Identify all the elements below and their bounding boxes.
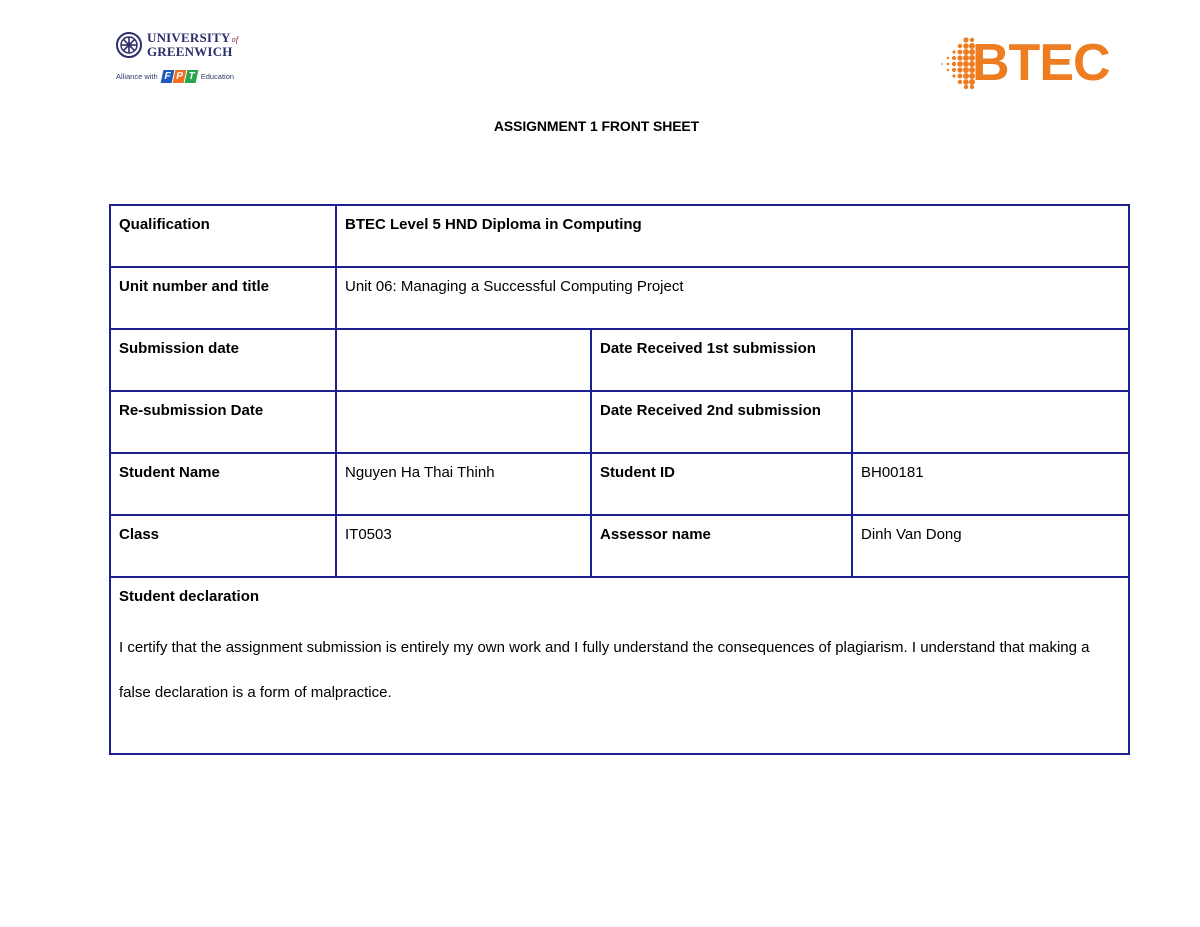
resubmission-date-value xyxy=(336,391,591,453)
row-unit xyxy=(110,267,1129,329)
assessor-value: Dinh Van Dong xyxy=(852,515,1129,577)
class-value: IT0503 xyxy=(336,515,591,577)
fpt-logo xyxy=(162,70,197,83)
qualification-label: Qualification xyxy=(110,205,336,267)
declaration-label: Student declaration xyxy=(119,588,260,605)
student-name-label: Student Name xyxy=(110,453,336,515)
row-student xyxy=(110,453,1129,515)
btec-wordmark: BTEC xyxy=(972,34,1110,92)
alliance-prefix: Alliance with xyxy=(116,72,158,81)
uog-line1: UNIVERSITY xyxy=(147,30,231,45)
fpt-letter-p: P xyxy=(172,70,186,83)
class-label: Class xyxy=(110,515,336,577)
page-title: ASSIGNMENT 1 FRONT SHEET xyxy=(493,118,700,134)
student-id-value: BH00181 xyxy=(852,453,1129,515)
student-id-label: Student ID xyxy=(591,453,852,515)
uog-logo-top xyxy=(116,32,256,58)
btec-logo xyxy=(936,34,1122,92)
date-received-1st-label: Date Received 1st submission xyxy=(591,329,852,391)
fpt-letter-t: T xyxy=(184,70,198,83)
submission-date-value xyxy=(336,329,591,391)
student-name-value: Nguyen Ha Thai Thinh xyxy=(336,453,591,515)
resubmission-date-label: Re-submission Date xyxy=(110,391,336,453)
alliance-suffix: Education xyxy=(200,72,235,81)
unit-label: Unit number and title xyxy=(110,267,336,329)
date-received-2nd-label: Date Received 2nd submission xyxy=(591,391,852,453)
fpt-letter-f: F xyxy=(160,70,174,83)
row-class xyxy=(110,515,1129,577)
row-resubmission xyxy=(110,391,1129,453)
front-sheet-table xyxy=(109,204,1130,755)
date-received-2nd-value xyxy=(852,391,1129,453)
row-submission xyxy=(110,329,1129,391)
fpt-alliance xyxy=(116,70,256,83)
declaration-cell xyxy=(110,577,1129,754)
row-declaration xyxy=(110,577,1129,754)
uog-wordmark xyxy=(147,32,238,58)
btec-dots-icon xyxy=(936,36,976,90)
date-received-1st-value xyxy=(852,329,1129,391)
unit-value: Unit 06: Managing a Successful Computing Project xyxy=(336,267,1129,329)
university-of-greenwich-logo xyxy=(116,32,256,94)
submission-date-label: Submission date xyxy=(110,329,336,391)
uog-of: of xyxy=(231,35,239,44)
qualification-value: BTEC Level 5 HND Diploma in Computing xyxy=(336,205,1129,267)
assessor-label: Assessor name xyxy=(591,515,852,577)
row-qualification xyxy=(110,205,1129,267)
crest-icon xyxy=(116,32,142,58)
uog-line2: GREENWICH xyxy=(147,44,233,59)
declaration-text: I certify that the assignment submission is entirely my own work and I fully understand the consequences of plagiarism. I understand that making a false declaration is a form of malpractice. xyxy=(119,639,1090,701)
